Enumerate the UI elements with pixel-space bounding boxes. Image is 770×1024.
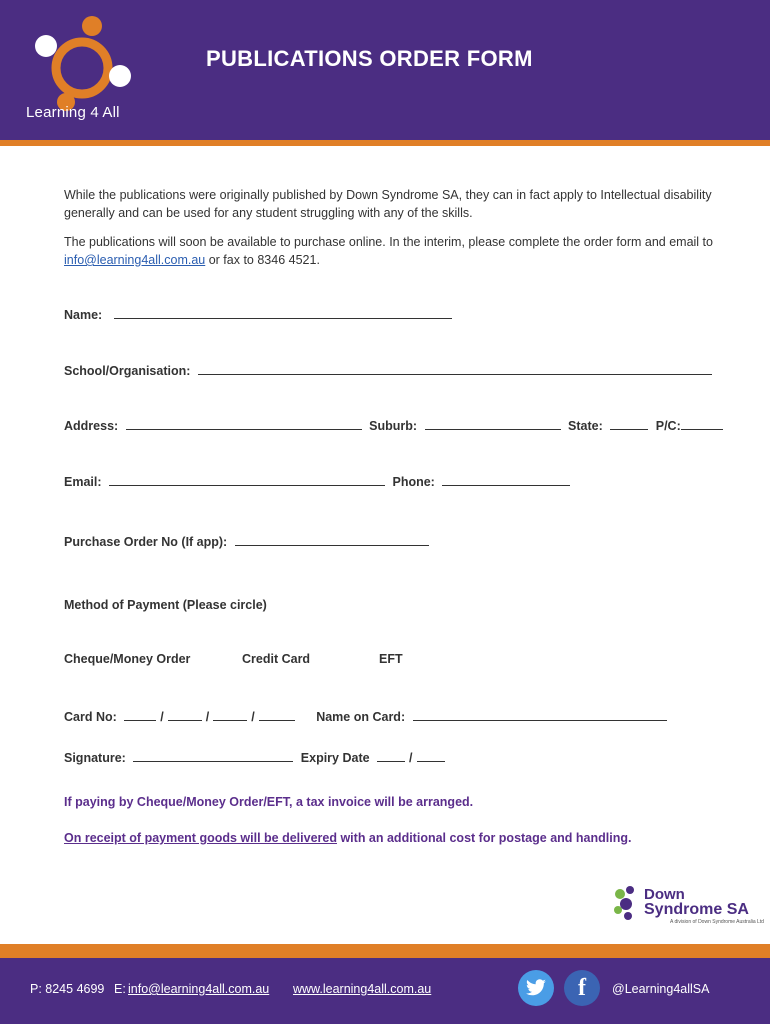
email-row — [64, 473, 574, 489]
pc-label: P/C: — [655, 419, 681, 433]
signature-row — [64, 749, 449, 765]
card-no-field-4[interactable] — [259, 708, 295, 721]
payment-option-eft[interactable]: EFT — [379, 652, 403, 666]
card-no-label: Card No: — [64, 710, 117, 724]
expiry-slash: / — [409, 751, 413, 765]
footer — [0, 958, 770, 1024]
facebook-f-glyph: f — [578, 974, 586, 1001]
card-no-field-3[interactable] — [213, 708, 247, 721]
po-row — [64, 533, 433, 549]
facebook-icon[interactable] — [564, 970, 600, 1006]
expiry-year-field[interactable] — [417, 749, 445, 762]
name-on-card-field[interactable] — [413, 708, 667, 721]
name-on-card-label: Name on Card: — [316, 710, 406, 724]
tax-invoice-note: If paying by Cheque/Money Order/EFT, a tax invoice will be arranged. — [64, 795, 474, 809]
header-banner — [0, 0, 770, 140]
intro-paragraph-1: While the publications were originally published by Down Syndrome SA, they can in fact apply to Intellectual disability generally and can be used for any student struggling with any of the skills. — [64, 188, 712, 220]
delivery-note — [64, 831, 631, 845]
state-field[interactable] — [610, 417, 648, 430]
page-title: PUBLICATIONS ORDER FORM — [206, 46, 533, 71]
twitter-bird-icon — [525, 979, 547, 997]
card-slash-2: / — [205, 710, 210, 724]
twitter-icon[interactable] — [518, 970, 554, 1006]
expiry-label: Expiry Date — [300, 751, 370, 765]
phone-label: Phone: — [392, 475, 435, 489]
ds-logo-line2: Syndrome SA — [644, 901, 749, 918]
footer-stripe — [0, 944, 770, 958]
address-row — [64, 417, 727, 433]
name-label: Name: — [64, 308, 103, 322]
po-field[interactable] — [235, 533, 429, 546]
payment-method-heading: Method of Payment (Please circle) — [64, 598, 267, 612]
payment-option-credit-card[interactable]: Credit Card — [242, 652, 311, 666]
school-field[interactable] — [198, 362, 712, 375]
phone-field[interactable] — [442, 473, 570, 486]
card-slash-1: / — [160, 710, 164, 724]
header-stripe — [0, 140, 770, 146]
expiry-month-field[interactable] — [377, 749, 405, 762]
logo-text: Learning 4 All — [26, 104, 120, 121]
signature-field[interactable] — [133, 749, 293, 762]
school-label: School/Organisation: — [64, 364, 191, 378]
footer-email-label: E: — [114, 982, 126, 996]
name-field[interactable] — [114, 306, 452, 319]
footer-phone: P: 8245 4699 — [30, 982, 105, 996]
ds-logo-line1: Down — [644, 886, 685, 903]
suburb-field[interactable] — [425, 417, 561, 430]
footer-website-link[interactable]: www.learning4all.com.au — [293, 982, 432, 996]
card-slash-3: / — [251, 710, 255, 724]
address-field[interactable] — [126, 417, 362, 430]
card-no-field-1[interactable] — [124, 708, 156, 721]
school-row — [64, 362, 716, 378]
signature-label: Signature: — [64, 751, 126, 765]
card-no-field-2[interactable] — [168, 708, 202, 721]
po-label: Purchase Order No (If app): — [64, 535, 228, 549]
intro-text-before: The publications will soon be available to purchase online. In the interim, please complete the order form and email to — [64, 235, 713, 249]
footer-email-link[interactable]: info@learning4all.com.au — [128, 982, 270, 996]
email-label: Email: — [64, 475, 102, 489]
suburb-label: Suburb: — [369, 419, 418, 433]
card-row — [64, 708, 671, 724]
name-row — [64, 306, 456, 322]
delivery-note-underlined: On receipt of payment goods will be delivered — [64, 831, 337, 845]
delivery-note-rest: with an additional cost for postage and handling. — [336, 831, 632, 845]
intro-paragraph-2 — [64, 233, 714, 269]
state-label: State: — [568, 419, 603, 433]
intro-text-after: or fax to 8346 4521. — [205, 253, 320, 267]
email-field[interactable] — [109, 473, 385, 486]
payment-option-cheque[interactable]: Cheque/Money Order — [64, 652, 191, 666]
pc-field[interactable] — [681, 417, 723, 430]
ds-logo-subtitle: A division of Down Syndrome Australia Ltd — [670, 919, 764, 925]
footer-social-handle: @Learning4allSA — [612, 982, 710, 996]
address-label: Address: — [64, 419, 119, 433]
email-link[interactable]: info@learning4all.com.au — [64, 253, 206, 267]
